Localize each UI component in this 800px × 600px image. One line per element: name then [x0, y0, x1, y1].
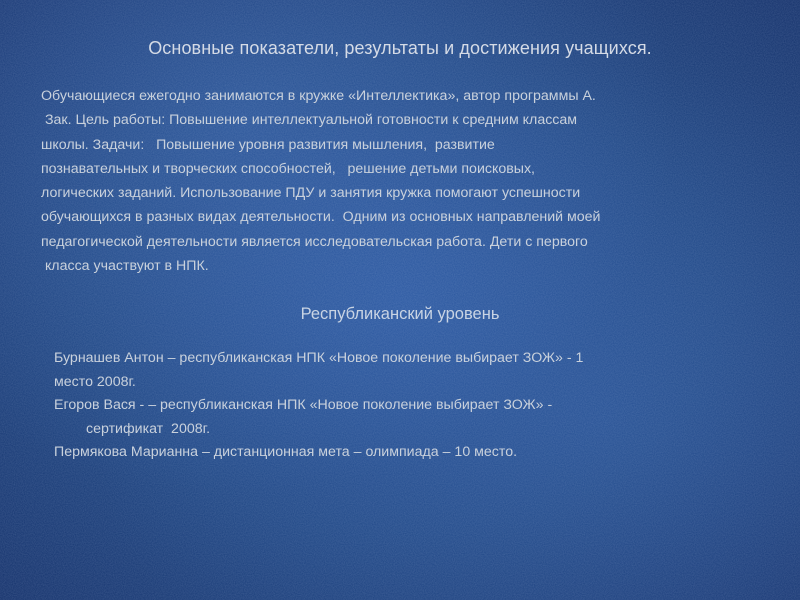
list-item: сертификат 2008г.: [86, 420, 211, 437]
list-item: Егоров Вася - – республиканская НПК «Новое поколение выбирает ЗОЖ» -: [54, 397, 553, 413]
slide-title: Основные показатели, результаты и достижения учащихся.: [148, 38, 652, 58]
paragraph-line: логических заданий. Использование ПДУ и занятия кружка помогают успешности: [41, 185, 581, 202]
paragraph-line: класса участвуют в НПК.: [41, 258, 209, 275]
achievements-list: [54, 347, 754, 465]
paragraph-line: Зак. Цель работы: Повышение интеллектуальной готовности к средним классам: [41, 112, 578, 129]
paragraph-line: обучающихся в разных видах деятельности. Одним из основных направлений моей: [41, 209, 601, 226]
paragraph-line: Обучающиеся ежегодно занимаются в кружке «Интеллектика», автор программы А.: [41, 88, 596, 104]
section-heading: Республиканский уровень: [300, 305, 500, 323]
paragraph-line: познавательных и творческих способностей, решение детьми поисковых,: [41, 160, 535, 177]
paragraph-line: педагогической деятельности является исследовательская работа. Дети с первого: [41, 233, 588, 250]
list-item: место 2008г.: [54, 373, 136, 390]
list-item: Пермякова Марианна – дистанционная мета – олимпиада – 10 место.: [54, 444, 518, 460]
paragraph-line: школы. Задачи: Повышение уровня развития мышления, развитие: [41, 136, 495, 153]
intro-paragraph: [41, 84, 761, 278]
list-item: Бурнашев Антон – республиканская НПК «Новое поколение выбирает ЗОЖ» - 1: [54, 350, 584, 366]
